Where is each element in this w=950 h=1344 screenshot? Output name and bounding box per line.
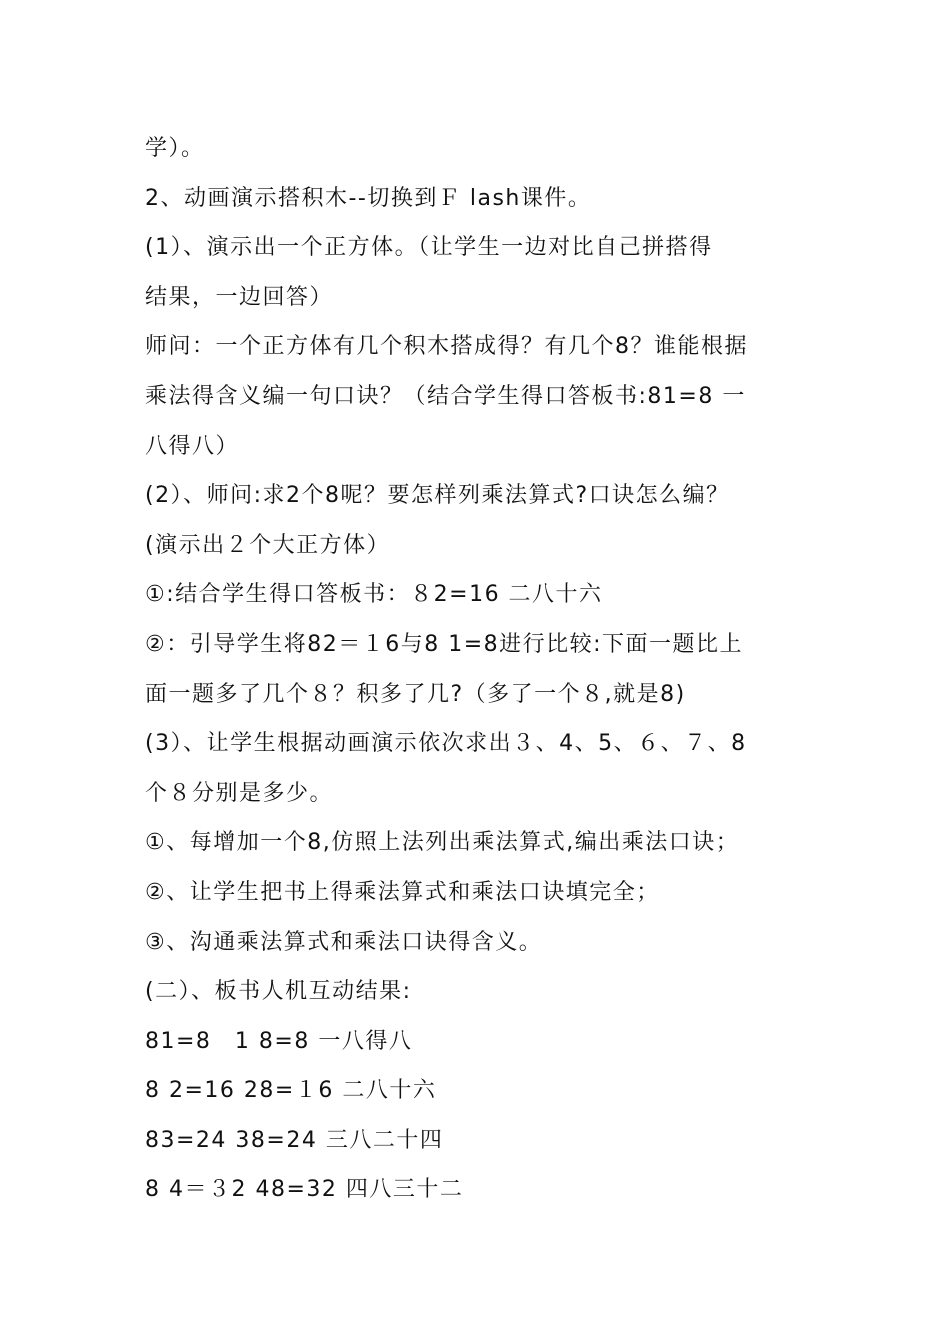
text-line: (3）、让学生根据动画演示依次求出３、4、5、６、７、8	[145, 731, 747, 757]
text-line: 八得八）	[145, 433, 240, 459]
text-line: 学）。	[145, 136, 205, 161]
text-line: 2、动画演示搭积木--切换到Ｆ lash课件。	[145, 185, 592, 211]
text-line: 83=24 38=24 三八二十四	[145, 1127, 444, 1153]
text-line: (1）、演示出一个正方体。（让学生一边对比自己拼搭得	[145, 235, 713, 261]
text-line: (2）、师问:求2个8呢？要怎样列乘法算式?口诀怎么编？	[145, 483, 730, 509]
text-line: ②、让学生把书上得乘法算式和乘法口诀填完全；	[145, 879, 660, 905]
text-line: 8 4＝３2 48=32 四八三十二	[145, 1177, 464, 1203]
text-line: ③、沟通乘法算式和乘法口诀得含义。	[145, 929, 543, 955]
text-line: ①、每增加一个8,仿照上法列出乘法算式,编出乘法口诀；	[145, 830, 740, 856]
text-line: 8 2=16 28=１6 二八十六	[145, 1078, 437, 1104]
text-line: 个８分别是多少。	[145, 780, 334, 806]
text-line: 面一题多了几个８？积多了几?（多了一个８,就是8)	[145, 681, 686, 707]
document-body	[145, 124, 825, 1215]
text-line: (二）、板书人机互动结果:	[145, 979, 412, 1005]
text-line: 81=8 1 8=8 一八得八	[145, 1028, 413, 1054]
text-line: ①:结合学生得口答板书：８2=16 二八十六	[145, 582, 603, 608]
text-line: (演示出２个大正方体）	[145, 532, 391, 558]
text-line: 乘法得含义编一句口诀？（结合学生得口答板书:81=8 一	[145, 383, 746, 409]
text-line: 结果，一边回答）	[145, 284, 334, 310]
text-line: ②：引导学生将82＝１6与8 1=8进行比较:下面一题比上	[145, 631, 744, 657]
text-line: 师问：一个正方体有几个积木搭成得？有几个8？谁能根据	[145, 334, 748, 360]
